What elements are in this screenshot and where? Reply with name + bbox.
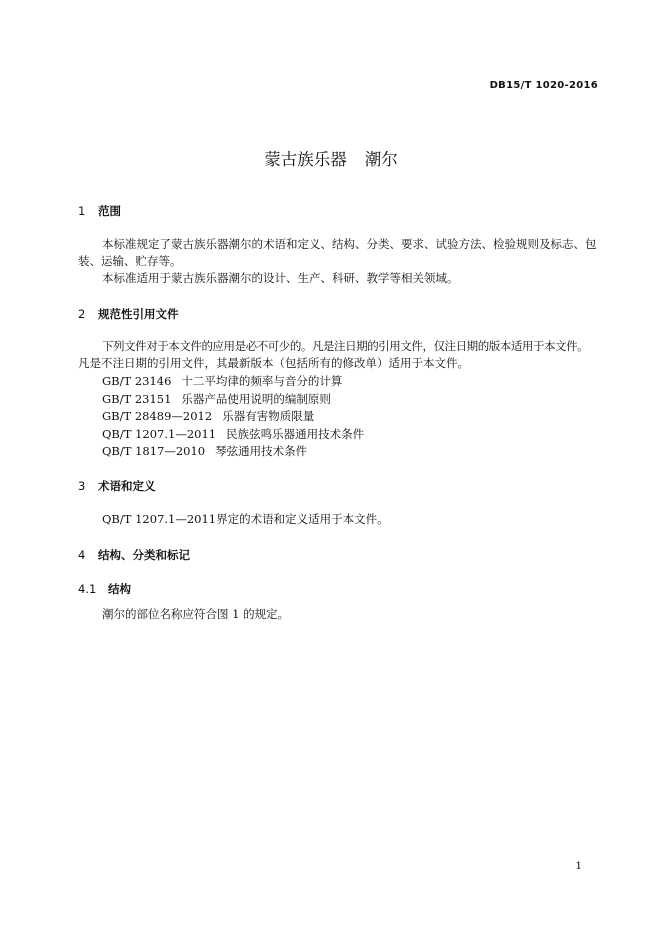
reference-code: GB/T 28489—2012 xyxy=(102,409,213,423)
scope-paragraph-1-line-2: 装、运输、贮存等。 xyxy=(78,254,182,268)
terms-paragraph: QB/T 1207.1—2011界定的术语和定义适用于本文件。 xyxy=(102,512,389,526)
section-title: 术语和定义 xyxy=(98,479,156,493)
page-number: 1 xyxy=(575,860,582,872)
subsection-number: 4.1 xyxy=(78,582,97,596)
reference-code: QB/T 1207.1—2011 xyxy=(102,427,217,441)
section-2-heading xyxy=(78,306,179,322)
title-part-1: 蒙古族乐器 xyxy=(264,150,347,169)
reference-name: 乐器产品使用说明的编制原则 xyxy=(181,392,331,406)
scope-paragraph-1-line-1: 本标准规定了蒙古族乐器潮尔的术语和定义、结构、分类、要求、试验方法、检验规则及标志、包 xyxy=(102,237,597,251)
reference-code: QB/T 1817—2010 xyxy=(102,444,206,458)
reference-item xyxy=(102,391,331,407)
scope-paragraph-2: 本标准适用于蒙古族乐器潮尔的设计、生产、科研、教学等相关领域。 xyxy=(102,271,459,285)
references-intro-line-2: 凡是不注日期的引用文件，其最新版本（包括所有的修改单）适用于本文件。 xyxy=(78,356,469,370)
structure-paragraph: 潮尔的部位名称应符合图 1 的规定。 xyxy=(102,607,290,621)
reference-item xyxy=(102,443,307,459)
document-title xyxy=(0,146,662,170)
reference-code: GB/T 23146 xyxy=(102,374,172,388)
section-number: 3 xyxy=(78,479,86,493)
section-4-heading xyxy=(78,547,190,563)
section-title: 结构、分类和标记 xyxy=(98,548,190,562)
reference-name: 乐器有害物质限量 xyxy=(222,409,315,423)
reference-name: 十二平均律的频率与音分的计算 xyxy=(181,374,343,388)
reference-name: 琴弦通用技术条件 xyxy=(215,444,308,458)
section-title: 规范性引用文件 xyxy=(98,307,179,321)
section-title: 范围 xyxy=(98,204,121,218)
reference-name: 民族弦鸣乐器通用技术条件 xyxy=(226,427,365,441)
reference-item xyxy=(102,373,342,389)
title-part-2: 潮尔 xyxy=(364,150,398,169)
reference-code: GB/T 23151 xyxy=(102,392,172,406)
standard-code: DB15/T 1020-2016 xyxy=(489,80,598,91)
reference-item xyxy=(102,408,314,424)
section-1-heading xyxy=(78,203,121,219)
section-3-heading xyxy=(78,478,156,494)
section-number: 4 xyxy=(78,548,86,562)
subsection-4-1-heading xyxy=(78,581,131,597)
section-number: 1 xyxy=(78,204,86,218)
references-intro-line-1: 下列文件对于本文件的应用是必不可少的。凡是注日期的引用文件，仅注日期的版本适用于本文件。 xyxy=(102,339,589,353)
section-number: 2 xyxy=(78,307,86,321)
reference-item xyxy=(102,426,364,442)
subsection-title: 结构 xyxy=(108,582,131,596)
